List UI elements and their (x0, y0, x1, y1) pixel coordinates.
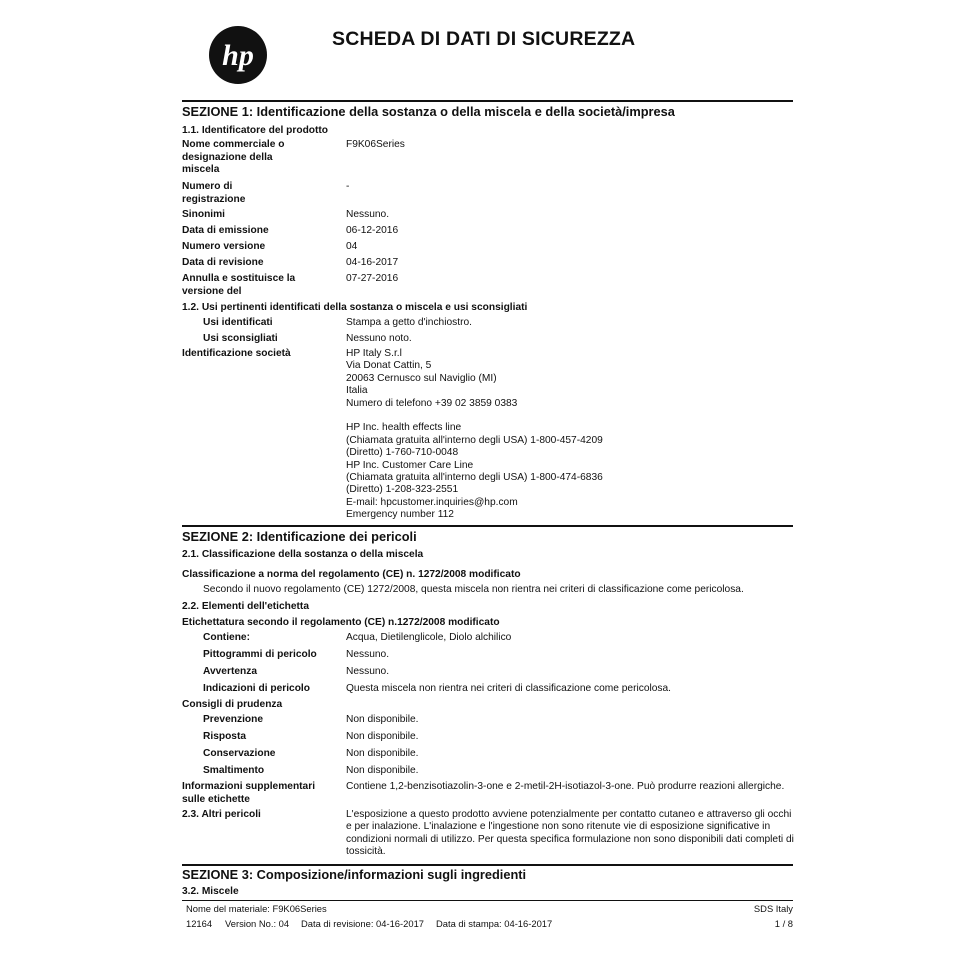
subsection-1-2: 1.2. Usi pertinenti identificati della sostanza o miscela e usi sconsigliati (182, 302, 528, 313)
subsection-2-2: 2.2. Elementi dell'etichetta (182, 601, 309, 612)
value-version-number: 04 (346, 241, 358, 252)
section-2-rule (182, 525, 793, 527)
footer-rule (182, 900, 793, 901)
label-precautionary-statements: Consigli di prudenza (182, 699, 283, 710)
label-issue-date: Data di emissione (182, 225, 269, 236)
logo-text: hp (222, 39, 254, 72)
company-line: Via Donat Cattin, 5 (346, 360, 432, 372)
value-signal-word: Nessuno. (346, 666, 390, 677)
label-hazard-statements: Indicazioni di pericolo (203, 683, 310, 694)
value-hazard-statements: Questa miscela non rientra nei criteri di classificazione come pericolosa. (346, 683, 672, 694)
footer-page-number: 1 / 8 (774, 918, 793, 929)
label-synonyms: Sinonimi (182, 209, 226, 220)
label-storage: Conservazione (203, 748, 276, 759)
label-trade-name: Nome commerciale o designazione della miscela (182, 139, 285, 175)
value-response: Non disponibile. (346, 731, 419, 742)
subsection-1-1: 1.1. Identificatore del prodotto (182, 125, 329, 136)
label-registration-number: Numero di registrazione (182, 181, 246, 205)
value-uses-advised-against: Nessuno noto. (346, 333, 412, 344)
section-1-rule (182, 100, 793, 102)
hp-logo (208, 25, 268, 85)
section-2-title: SEZIONE 2: Identificazione dei pericoli (182, 529, 417, 544)
company-line: Numero di telefono +39 02 3859 0383 (346, 397, 518, 409)
company-line: HP Italy S.r.l (346, 348, 402, 359)
value-supersedes: 07-27-2016 (346, 273, 399, 284)
company-line: (Chiamata gratuita all'interno degli USA) 1-800-457-4209 (346, 434, 603, 446)
company-line (346, 410, 603, 422)
value-issue-date: 06-12-2016 (346, 225, 399, 236)
footer-material-name: Nome del materiale: F9K06Series (186, 903, 327, 914)
value-prevention: Non disponibile. (346, 714, 419, 725)
footer-version: Version No.: 04 (225, 918, 290, 929)
company-line: (Diretto) 1-760-710-0048 (346, 447, 459, 459)
section-3-rule (182, 864, 793, 866)
footer-country: SDS Italy (753, 903, 793, 914)
company-line: (Chiamata gratuita all'interno degli USA) 1-800-474-6836 (346, 472, 603, 484)
document-title: SCHEDA DI DATI DI SICUREZZA (332, 28, 636, 50)
footer-code: 12164 (186, 918, 213, 929)
company-line: HP Inc. Customer Care Line (346, 459, 474, 471)
value-storage: Non disponibile. (346, 748, 419, 759)
label-identified-uses: Usi identificati (203, 317, 273, 328)
label-other-hazards: 2.3. Altri pericoli (182, 809, 261, 820)
company-email[interactable]: E-mail: hpcustomer.inquiries@hp.com (346, 496, 518, 508)
labelling-heading: Etichettatura secondo il regolamento (CE) n.1272/2008 modificato (182, 617, 500, 628)
value-synonyms: Nessuno. (346, 209, 390, 220)
footer-revision-date: Data di revisione: 04-16-2017 (301, 918, 424, 929)
label-prevention: Prevenzione (203, 714, 264, 725)
company-line: 20063 Cernusco sul Naviglio (MI) (346, 372, 497, 384)
company-line: (Diretto) 1-208-323-2551 (346, 484, 459, 496)
footer-print-date: Data di stampa: 04-16-2017 (436, 918, 553, 929)
label-disposal: Smaltimento (203, 765, 265, 776)
value-supplemental-info: Contiene 1,2-benzisotiazolin-3-one e 2-metil-2H-isotiazol-3-one. Può produrre reazioni allergiche. (346, 781, 785, 792)
value-hazard-pictograms: Nessuno. (346, 649, 390, 660)
label-contains: Contiene: (203, 632, 250, 643)
company-line: Emergency number 112 (346, 509, 454, 521)
section-1-title: SEZIONE 1: Identificazione della sostanza o della miscela e della società/impresa (182, 104, 675, 119)
label-supplemental-info: Informazioni supplementari sulle etichette (182, 781, 316, 805)
value-revision-date: 04-16-2017 (346, 257, 399, 268)
value-registration-number: - (346, 181, 350, 192)
label-signal-word: Avvertenza (203, 666, 257, 677)
label-revision-date: Data di revisione (182, 257, 264, 268)
value-trade-name: F9K06Series (346, 139, 405, 150)
classification-text: Secondo il nuovo regolamento (CE) 1272/2008, questa miscela non rientra nei criteri di classificazione come pericolosa. (203, 584, 744, 595)
label-company-identification: Identificazione società (182, 348, 291, 359)
section-3-title: SEZIONE 3: Composizione/informazioni sugli ingredienti (182, 867, 527, 882)
label-supersedes: Annulla e sostituisce la versione del (182, 273, 296, 297)
value-contains: Acqua, Dietilenglicole, Diolo alchilico (346, 632, 512, 643)
subsection-3-2: 3.2. Miscele (182, 886, 239, 897)
company-line: HP Inc. health effects line (346, 422, 462, 434)
company-address-block (346, 348, 603, 522)
value-disposal: Non disponibile. (346, 765, 419, 776)
company-line: Italia (346, 385, 368, 397)
subsection-2-1: 2.1. Classificazione della sostanza o della miscela (182, 549, 424, 560)
label-version-number: Numero versione (182, 241, 266, 252)
value-identified-uses: Stampa a getto d'inchiostro. (346, 317, 472, 328)
label-hazard-pictograms: Pittogrammi di pericolo (203, 649, 317, 660)
label-uses-advised-against: Usi sconsigliati (203, 333, 278, 344)
classification-heading: Classificazione a norma del regolamento (CE) n. 1272/2008 modificato (182, 569, 521, 580)
value-other-hazards: L'esposizione a questo prodotto avviene potenzialmente per contatto cutaneo e attraverso gli occhi e per inalazione. L'inalazione e l'ingestione non sono ritenute vie di esposizione significative in condizioni normali di utilizzo. Per questa specifica formulazione non sono disponibili dati completi di tossicità. (346, 809, 794, 858)
label-response: Risposta (203, 731, 247, 742)
